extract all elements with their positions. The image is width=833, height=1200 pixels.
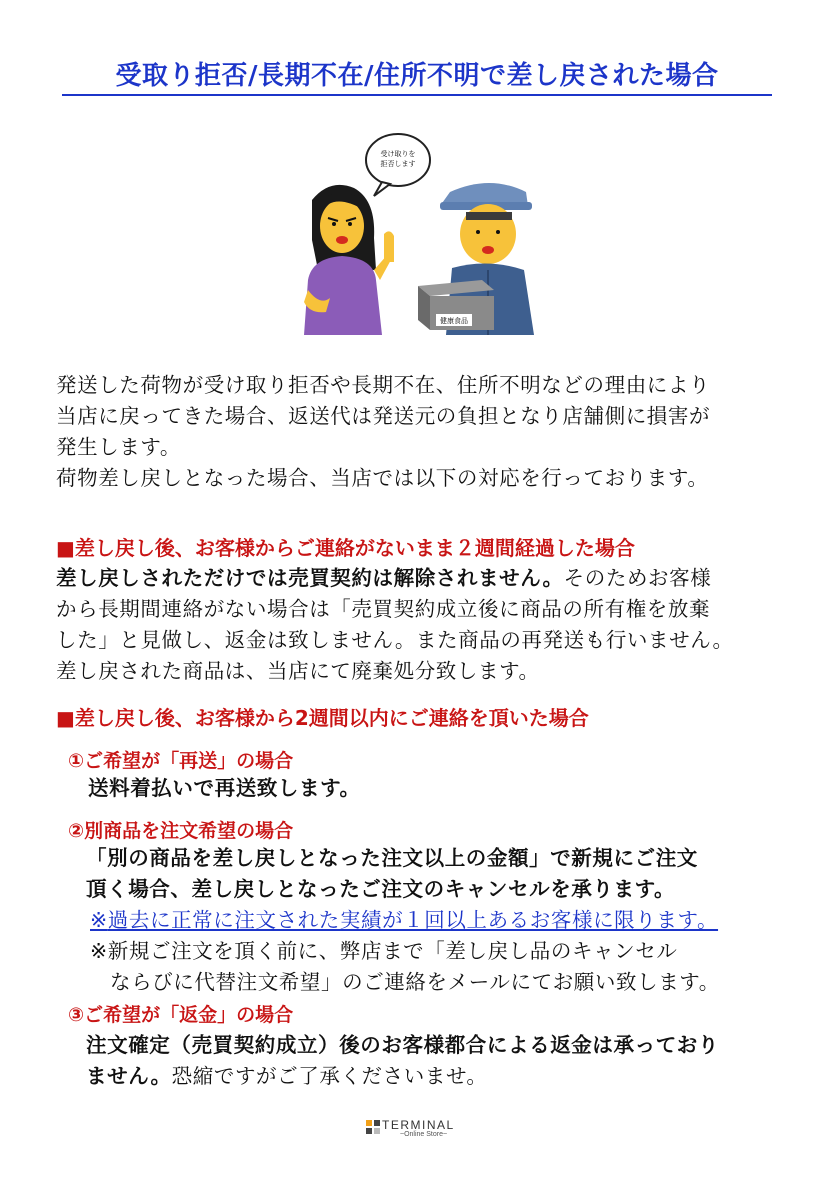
case2-heading: ②別商品を注文希望の場合 [68, 820, 294, 842]
case2-body [86, 843, 796, 998]
refusal-illustration [290, 130, 550, 340]
speech-line-1: 受け取りを [380, 150, 416, 158]
case3-heading: ③ご希望が「返金」の場合 [68, 1004, 294, 1026]
case3-line-2-bold: ません。 [86, 1064, 172, 1088]
speech-bubble [366, 134, 430, 196]
section1-lead-bold: 差し戻しされただけでは売買契約は解除されません。 [56, 566, 564, 590]
case3-line-2-rest: 恐縮ですがご了承くださいませ。 [171, 1064, 488, 1088]
section1-lead-rest: そのためお客様 [563, 566, 712, 590]
intro-line-4: 荷物差し戻しとなった場合、当店では以下の対応を行っております。 [56, 466, 709, 490]
case1-body: 送料着払いで再送致します。 [88, 776, 361, 800]
case3-body [86, 1030, 796, 1092]
logo-name: TERMINAL [382, 1118, 455, 1132]
intro-line-2: 当店に戻ってきた場合、返送代は発送元の負担となり店舗側に損害が [56, 404, 711, 428]
package-box [418, 280, 494, 330]
terminal-logo [366, 1118, 476, 1142]
section1-line-1: から長期間連絡がない場合は「売買契約成立後に商品の所有権を放棄 [56, 597, 711, 621]
woman-figure [304, 185, 394, 335]
speech-line-2: 拒否します [380, 160, 416, 168]
section1-heading: ■差し戻し後、お客様からご連絡がないまま２週間経過した場合 [56, 536, 635, 560]
case3-line-1: 注文確定（売買契約成立）後のお客様都合による返金は承っており [86, 1033, 719, 1057]
section1-body [56, 563, 796, 687]
section1-line-3: 差し戻された商品は、当店にて廃棄処分致します。 [56, 659, 540, 683]
case2-note2-line-2: ならびに代替注文希望」のご連絡をメールにてお願い致します。 [110, 970, 720, 994]
case2-note2-line-1: ※新規ご注文を頂く前に、弊店まで「差し戻し品のキャンセル [90, 939, 678, 963]
case2-note1-link[interactable]: 過去に正常に注文された実績が１回以上あるお客様に限ります。 [107, 908, 719, 932]
title-underline [62, 94, 772, 96]
page-title: 受取り拒否/長期不在/住所不明で差し戻された場合 [115, 61, 719, 91]
section2-heading: ■差し戻し後、お客様から2週間以内にご連絡を頂いた場合 [56, 706, 589, 730]
box-label: 健康食品 [440, 317, 468, 325]
logo-grid-icon [366, 1120, 380, 1134]
section1-line-2: した」と見做し、返金は致しません。また商品の再発送も行いません。 [56, 628, 734, 652]
intro-paragraph [56, 370, 796, 494]
intro-line-1: 発送した荷物が受け取り拒否や長期不在、住所不明などの理由により [56, 373, 711, 397]
intro-line-3: 発生します。 [56, 435, 181, 459]
case2-line-1: 「別の商品を差し戻しとなった注文以上の金額」で新規にご注文 [86, 846, 698, 870]
logo-subtitle: ~Online Store~ [400, 1131, 448, 1138]
case1-heading: ①ご希望が「再送」の場合 [68, 750, 294, 772]
case2-line-2: 頂く場合、差し戻しとなったご注文のキャンセルを承ります。 [86, 877, 676, 901]
case2-note1-mark: ※ [90, 908, 108, 932]
